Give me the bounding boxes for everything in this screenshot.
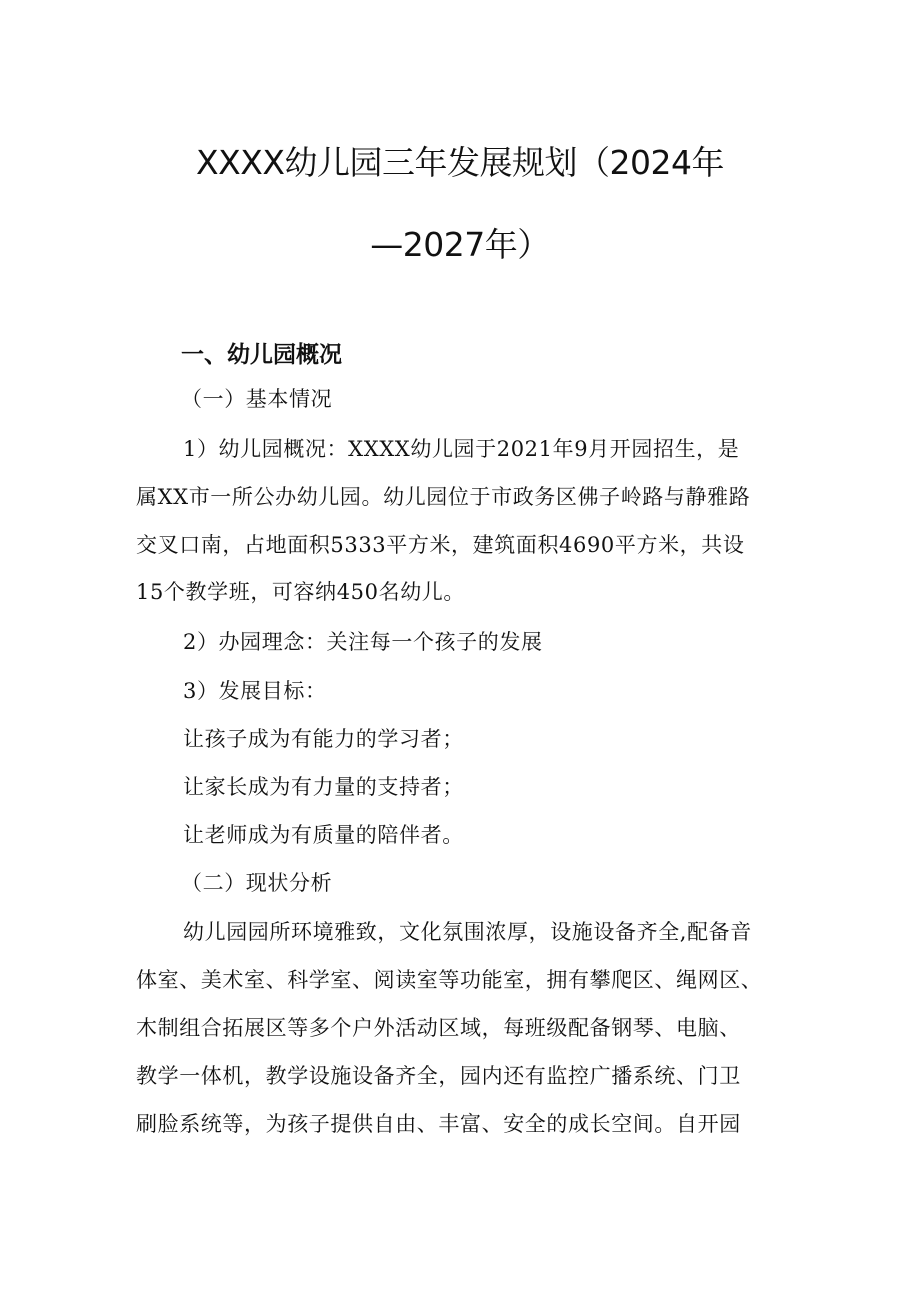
paragraph-line: 幼儿园园所环境雅致，文化氛围浓厚，设施设备齐全,配备音 [183,920,752,944]
paragraph-line: 木制组合拓展区等多个户外活动区域，每班级配备钢琴、电脑、 [136,1016,741,1040]
section-heading-overview: 一、幼儿园概况 [181,342,342,368]
goals-item: 3）发展目标： [183,679,327,703]
document-title-line-1: XXXX幼儿园三年发展规划（2024年 [196,143,724,182]
goal-line: 让老师成为有质量的陪伴者。 [183,823,464,847]
paragraph-line: 15个教学班，可容纳450名幼儿。 [136,580,466,604]
paragraph-line: 属XX市一所公办幼儿园。幼儿园位于市政务区佛子岭路与静雅路 [136,485,751,509]
paragraph-line: 教学一体机，教学设施设备齐全，园内还有监控广播系统、门卫 [136,1064,741,1088]
goal-line: 让孩子成为有能力的学习者； [183,727,464,751]
subsection-heading-basic-info: （一）基本情况 [181,387,333,411]
philosophy-item: 2）办园理念：关注每一个孩子的发展 [183,630,543,654]
paragraph-line: 1）幼儿园概况：XXXX幼儿园于2021年9月开园招生，是 [183,437,740,461]
paragraph-line: 交叉口南，占地面积5333平方米，建筑面积4690平方米，共设 [136,533,745,557]
paragraph-line: 体室、美术室、科学室、阅读室等功能室，拥有攀爬区、绳网区、 [136,968,763,992]
subsection-heading-status-analysis: （二）现状分析 [181,871,333,895]
document-title-line-2: —2027年） [370,225,550,264]
goal-line: 让家长成为有力量的支持者； [183,775,464,799]
paragraph-line: 刷脸系统等，为孩子提供自由、丰富、安全的成长空间。自开园 [136,1112,741,1136]
